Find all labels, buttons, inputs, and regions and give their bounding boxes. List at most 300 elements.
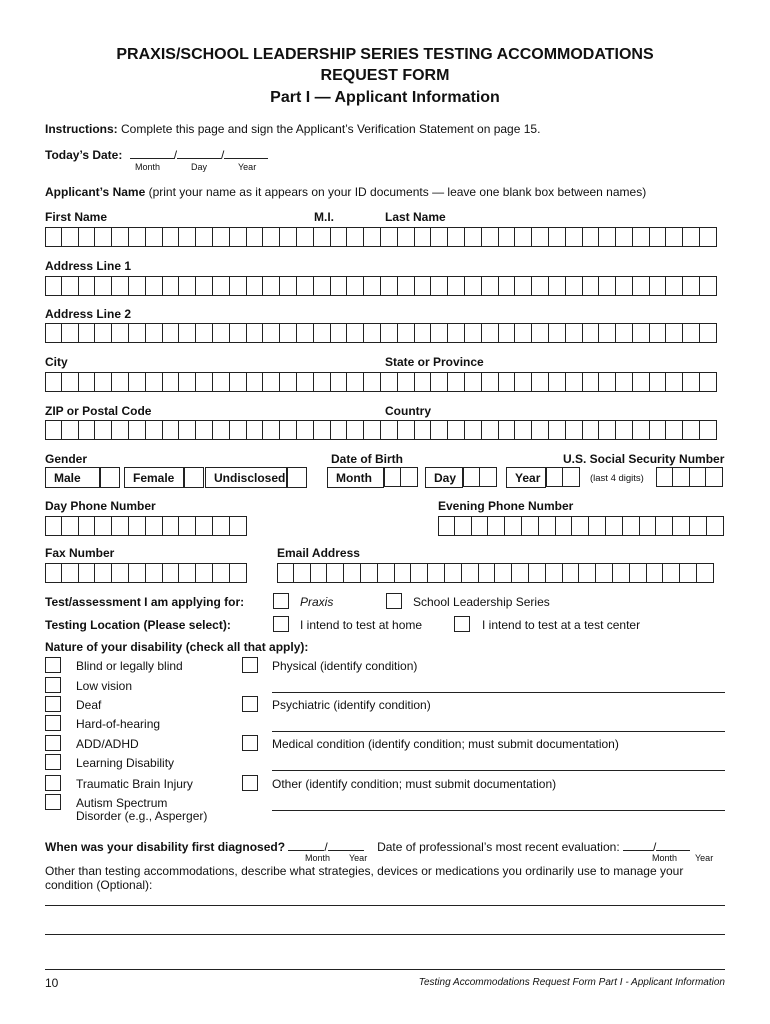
- char-box[interactable]: [179, 420, 196, 440]
- char-box[interactable]: [361, 563, 378, 583]
- char-box[interactable]: [566, 227, 583, 247]
- char-box[interactable]: [213, 516, 230, 536]
- char-box[interactable]: [572, 516, 589, 536]
- char-box[interactable]: [650, 420, 667, 440]
- char-box[interactable]: [163, 323, 180, 343]
- char-box[interactable]: [633, 323, 650, 343]
- char-box[interactable]: [62, 227, 79, 247]
- char-box[interactable]: [448, 372, 465, 392]
- char-box[interactable]: [566, 323, 583, 343]
- char-box[interactable]: [647, 563, 664, 583]
- char-box[interactable]: [95, 276, 112, 296]
- char-box[interactable]: [445, 563, 462, 583]
- char-box[interactable]: [112, 563, 129, 583]
- char-box[interactable]: [364, 420, 381, 440]
- char-box[interactable]: [448, 420, 465, 440]
- char-box[interactable]: [95, 323, 112, 343]
- char-box[interactable]: [428, 563, 445, 583]
- char-box[interactable]: [163, 276, 180, 296]
- char-box[interactable]: [364, 276, 381, 296]
- char-box[interactable]: [45, 227, 62, 247]
- char-box[interactable]: [331, 372, 348, 392]
- char-box[interactable]: [179, 323, 196, 343]
- char-box[interactable]: [583, 323, 600, 343]
- char-box[interactable]: [129, 276, 146, 296]
- char-box[interactable]: [331, 276, 348, 296]
- char-box[interactable]: [616, 372, 633, 392]
- char-box[interactable]: [280, 420, 297, 440]
- char-box[interactable]: [79, 372, 96, 392]
- evening-phone-boxes[interactable]: [438, 516, 724, 536]
- char-box[interactable]: [549, 227, 566, 247]
- char-box[interactable]: [331, 420, 348, 440]
- char-box[interactable]: [79, 323, 96, 343]
- char-box[interactable]: [129, 563, 146, 583]
- char-box[interactable]: [230, 227, 247, 247]
- strategies-answer-line-2[interactable]: [45, 934, 725, 935]
- char-box[interactable]: [112, 372, 129, 392]
- char-box[interactable]: [596, 563, 613, 583]
- char-box[interactable]: [247, 227, 264, 247]
- char-box[interactable]: [95, 516, 112, 536]
- char-box[interactable]: [700, 372, 717, 392]
- char-box[interactable]: [378, 563, 395, 583]
- address2-boxes[interactable]: [45, 323, 717, 343]
- char-box[interactable]: [448, 323, 465, 343]
- dob-year-boxes[interactable]: [546, 467, 580, 487]
- location-home-checkbox[interactable]: [273, 616, 289, 632]
- char-box[interactable]: [347, 372, 364, 392]
- char-box[interactable]: [606, 516, 623, 536]
- char-box[interactable]: [515, 372, 532, 392]
- char-box[interactable]: [163, 516, 180, 536]
- char-box[interactable]: [263, 323, 280, 343]
- char-box[interactable]: [297, 323, 314, 343]
- char-box[interactable]: [163, 563, 180, 583]
- char-box[interactable]: [297, 420, 314, 440]
- char-box[interactable]: [95, 563, 112, 583]
- char-box[interactable]: [633, 420, 650, 440]
- char-box[interactable]: [633, 372, 650, 392]
- char-box[interactable]: [381, 276, 398, 296]
- char-box[interactable]: [666, 420, 683, 440]
- char-box[interactable]: [666, 276, 683, 296]
- char-box[interactable]: [62, 420, 79, 440]
- char-box[interactable]: [327, 563, 344, 583]
- email-boxes[interactable]: [277, 563, 714, 583]
- char-box[interactable]: [465, 420, 482, 440]
- strategies-answer-line-1[interactable]: [45, 905, 725, 906]
- char-box[interactable]: [700, 323, 717, 343]
- char-box[interactable]: [529, 563, 546, 583]
- disability-adhd-checkbox[interactable]: [45, 735, 61, 751]
- char-box[interactable]: [415, 372, 432, 392]
- char-box[interactable]: [583, 227, 600, 247]
- char-box[interactable]: [45, 516, 62, 536]
- char-box[interactable]: [415, 323, 432, 343]
- char-box[interactable]: [196, 563, 213, 583]
- char-box[interactable]: [213, 420, 230, 440]
- eval-month-field[interactable]: [623, 838, 653, 851]
- char-box[interactable]: [613, 563, 630, 583]
- char-box[interactable]: [146, 420, 163, 440]
- char-box[interactable]: [549, 276, 566, 296]
- char-box[interactable]: [146, 516, 163, 536]
- char-box[interactable]: [495, 563, 512, 583]
- todays-date-day-field[interactable]: [177, 146, 221, 159]
- char-box[interactable]: [196, 516, 213, 536]
- day-phone-boxes[interactable]: [45, 516, 247, 536]
- char-box[interactable]: [633, 276, 650, 296]
- char-box[interactable]: [616, 420, 633, 440]
- char-box[interactable]: [112, 323, 129, 343]
- char-box[interactable]: [448, 227, 465, 247]
- char-box[interactable]: [112, 276, 129, 296]
- disability-deaf-checkbox[interactable]: [45, 696, 61, 712]
- char-box[interactable]: [515, 276, 532, 296]
- char-box[interactable]: [488, 516, 505, 536]
- char-box[interactable]: [146, 227, 163, 247]
- char-box[interactable]: [179, 563, 196, 583]
- char-box[interactable]: [129, 227, 146, 247]
- eval-year-field[interactable]: [656, 838, 690, 851]
- char-box[interactable]: [280, 372, 297, 392]
- char-box[interactable]: [347, 227, 364, 247]
- char-box[interactable]: [263, 372, 280, 392]
- char-box[interactable]: [45, 323, 62, 343]
- char-box[interactable]: [683, 227, 700, 247]
- char-box[interactable]: [146, 276, 163, 296]
- char-box[interactable]: [563, 563, 580, 583]
- dob-month-boxes[interactable]: [384, 467, 418, 487]
- char-box[interactable]: [465, 372, 482, 392]
- char-box[interactable]: [556, 516, 573, 536]
- location-center-checkbox[interactable]: [454, 616, 470, 632]
- char-box[interactable]: [213, 323, 230, 343]
- disability-ld-checkbox[interactable]: [45, 754, 61, 770]
- char-box[interactable]: [45, 420, 62, 440]
- char-box[interactable]: [472, 516, 489, 536]
- char-box[interactable]: [431, 276, 448, 296]
- char-box[interactable]: [482, 372, 499, 392]
- char-box[interactable]: [599, 372, 616, 392]
- char-box[interactable]: [700, 420, 717, 440]
- char-box[interactable]: [213, 227, 230, 247]
- char-box[interactable]: [673, 516, 690, 536]
- char-box[interactable]: [95, 372, 112, 392]
- char-box[interactable]: [230, 372, 247, 392]
- char-box[interactable]: [697, 563, 714, 583]
- char-box[interactable]: [656, 467, 673, 487]
- char-box[interactable]: [431, 323, 448, 343]
- char-box[interactable]: [479, 563, 496, 583]
- disability-blind-checkbox[interactable]: [45, 657, 61, 673]
- char-box[interactable]: [415, 420, 432, 440]
- char-box[interactable]: [666, 227, 683, 247]
- char-box[interactable]: [398, 323, 415, 343]
- char-box[interactable]: [112, 516, 129, 536]
- char-box[interactable]: [62, 516, 79, 536]
- gender-male-checkbox[interactable]: [100, 467, 120, 488]
- char-box[interactable]: [381, 372, 398, 392]
- char-box[interactable]: [640, 516, 657, 536]
- char-box[interactable]: [465, 323, 482, 343]
- char-box[interactable]: [566, 372, 583, 392]
- char-box[interactable]: [616, 276, 633, 296]
- char-box[interactable]: [448, 276, 465, 296]
- char-box[interactable]: [381, 323, 398, 343]
- char-box[interactable]: [263, 227, 280, 247]
- char-box[interactable]: [415, 276, 432, 296]
- char-box[interactable]: [539, 516, 556, 536]
- char-box[interactable]: [663, 563, 680, 583]
- char-box[interactable]: [45, 276, 62, 296]
- char-box[interactable]: [512, 563, 529, 583]
- char-box[interactable]: [331, 323, 348, 343]
- char-box[interactable]: [311, 563, 328, 583]
- char-box[interactable]: [666, 372, 683, 392]
- char-box[interactable]: [45, 372, 62, 392]
- char-box[interactable]: [616, 323, 633, 343]
- char-box[interactable]: [462, 563, 479, 583]
- char-box[interactable]: [146, 323, 163, 343]
- char-box[interactable]: [247, 276, 264, 296]
- char-box[interactable]: [566, 420, 583, 440]
- char-box[interactable]: [499, 420, 516, 440]
- char-box[interactable]: [411, 563, 428, 583]
- char-box[interactable]: [344, 563, 361, 583]
- char-box[interactable]: [347, 276, 364, 296]
- medical-condition-line[interactable]: [272, 770, 725, 771]
- char-box[interactable]: [482, 276, 499, 296]
- char-box[interactable]: [583, 276, 600, 296]
- char-box[interactable]: [532, 227, 549, 247]
- char-box[interactable]: [398, 276, 415, 296]
- gender-undisclosed-option[interactable]: Undisclosed: [205, 467, 287, 488]
- char-box[interactable]: [465, 227, 482, 247]
- char-box[interactable]: [196, 227, 213, 247]
- char-box[interactable]: [579, 563, 596, 583]
- char-box[interactable]: [213, 276, 230, 296]
- char-box[interactable]: [79, 563, 96, 583]
- char-box[interactable]: [62, 563, 79, 583]
- char-box[interactable]: [196, 372, 213, 392]
- char-box[interactable]: [297, 372, 314, 392]
- char-box[interactable]: [230, 420, 247, 440]
- char-box[interactable]: [683, 323, 700, 343]
- char-box[interactable]: [599, 276, 616, 296]
- char-box[interactable]: [95, 227, 112, 247]
- char-box[interactable]: [465, 276, 482, 296]
- char-box[interactable]: [683, 276, 700, 296]
- char-box[interactable]: [515, 420, 532, 440]
- test-sls-checkbox[interactable]: [386, 593, 402, 609]
- char-box[interactable]: [395, 563, 412, 583]
- char-box[interactable]: [700, 227, 717, 247]
- char-box[interactable]: [280, 276, 297, 296]
- char-box[interactable]: [280, 227, 297, 247]
- char-box[interactable]: [129, 323, 146, 343]
- char-box[interactable]: [499, 372, 516, 392]
- char-box[interactable]: [364, 323, 381, 343]
- char-box[interactable]: [566, 276, 583, 296]
- char-box[interactable]: [364, 372, 381, 392]
- char-box[interactable]: [650, 276, 667, 296]
- char-box[interactable]: [247, 420, 264, 440]
- char-box[interactable]: [673, 467, 690, 487]
- disability-physical-checkbox[interactable]: [242, 657, 258, 673]
- todays-date-month-field[interactable]: [130, 146, 174, 159]
- char-box[interactable]: [381, 227, 398, 247]
- char-box[interactable]: [347, 323, 364, 343]
- char-box[interactable]: [546, 563, 563, 583]
- char-box[interactable]: [599, 323, 616, 343]
- char-box[interactable]: [431, 227, 448, 247]
- char-box[interactable]: [112, 420, 129, 440]
- char-box[interactable]: [480, 467, 497, 487]
- char-box[interactable]: [347, 420, 364, 440]
- disability-low-vision-checkbox[interactable]: [45, 677, 61, 693]
- char-box[interactable]: [515, 227, 532, 247]
- char-box[interactable]: [599, 420, 616, 440]
- char-box[interactable]: [532, 276, 549, 296]
- char-box[interactable]: [179, 227, 196, 247]
- char-box[interactable]: [683, 420, 700, 440]
- char-box[interactable]: [230, 563, 247, 583]
- char-box[interactable]: [583, 372, 600, 392]
- gender-undisclosed-checkbox[interactable]: [287, 467, 307, 488]
- char-box[interactable]: [213, 563, 230, 583]
- char-box[interactable]: [515, 323, 532, 343]
- char-box[interactable]: [146, 563, 163, 583]
- char-box[interactable]: [112, 227, 129, 247]
- char-box[interactable]: [532, 372, 549, 392]
- address1-boxes[interactable]: [45, 276, 717, 296]
- char-box[interactable]: [616, 227, 633, 247]
- char-box[interactable]: [706, 467, 723, 487]
- physical-condition-line[interactable]: [272, 692, 725, 693]
- char-box[interactable]: [683, 372, 700, 392]
- char-box[interactable]: [95, 420, 112, 440]
- char-box[interactable]: [297, 276, 314, 296]
- char-box[interactable]: [163, 227, 180, 247]
- char-box[interactable]: [247, 372, 264, 392]
- char-box[interactable]: [455, 516, 472, 536]
- disability-autism-checkbox[interactable]: [45, 794, 61, 810]
- char-box[interactable]: [431, 420, 448, 440]
- char-box[interactable]: [499, 323, 516, 343]
- char-box[interactable]: [499, 276, 516, 296]
- char-box[interactable]: [79, 420, 96, 440]
- char-box[interactable]: [549, 372, 566, 392]
- char-box[interactable]: [230, 516, 247, 536]
- char-box[interactable]: [45, 563, 62, 583]
- char-box[interactable]: [650, 372, 667, 392]
- disability-medical-checkbox[interactable]: [242, 735, 258, 751]
- disability-other-checkbox[interactable]: [242, 775, 258, 791]
- char-box[interactable]: [263, 276, 280, 296]
- char-box[interactable]: [280, 323, 297, 343]
- char-box[interactable]: [630, 563, 647, 583]
- psychiatric-condition-line[interactable]: [272, 731, 725, 732]
- char-box[interactable]: [314, 420, 331, 440]
- char-box[interactable]: [633, 227, 650, 247]
- disability-psychiatric-checkbox[interactable]: [242, 696, 258, 712]
- other-condition-line[interactable]: [272, 810, 725, 811]
- char-box[interactable]: [314, 323, 331, 343]
- char-box[interactable]: [263, 420, 280, 440]
- char-box[interactable]: [129, 372, 146, 392]
- char-box[interactable]: [623, 516, 640, 536]
- char-box[interactable]: [62, 372, 79, 392]
- city-state-boxes[interactable]: [45, 372, 717, 392]
- char-box[interactable]: [398, 227, 415, 247]
- disability-tbi-checkbox[interactable]: [45, 775, 61, 791]
- char-box[interactable]: [230, 323, 247, 343]
- char-box[interactable]: [690, 467, 707, 487]
- char-box[interactable]: [384, 467, 401, 487]
- char-box[interactable]: [650, 323, 667, 343]
- char-box[interactable]: [499, 227, 516, 247]
- char-box[interactable]: [196, 276, 213, 296]
- char-box[interactable]: [532, 420, 549, 440]
- char-box[interactable]: [146, 372, 163, 392]
- char-box[interactable]: [294, 563, 311, 583]
- char-box[interactable]: [563, 467, 580, 487]
- char-box[interactable]: [79, 227, 96, 247]
- char-box[interactable]: [314, 227, 331, 247]
- char-box[interactable]: [79, 276, 96, 296]
- char-box[interactable]: [398, 420, 415, 440]
- char-box[interactable]: [62, 276, 79, 296]
- diagnosis-month-field[interactable]: [288, 838, 324, 851]
- char-box[interactable]: [532, 323, 549, 343]
- char-box[interactable]: [707, 516, 724, 536]
- char-box[interactable]: [247, 323, 264, 343]
- char-box[interactable]: [179, 516, 196, 536]
- char-box[interactable]: [163, 420, 180, 440]
- char-box[interactable]: [398, 372, 415, 392]
- char-box[interactable]: [163, 372, 180, 392]
- char-box[interactable]: [79, 516, 96, 536]
- gender-male-option[interactable]: Male: [45, 467, 100, 488]
- char-box[interactable]: [650, 227, 667, 247]
- char-box[interactable]: [230, 276, 247, 296]
- char-box[interactable]: [179, 276, 196, 296]
- dob-day-boxes[interactable]: [463, 467, 497, 487]
- char-box[interactable]: [546, 467, 563, 487]
- char-box[interactable]: [482, 323, 499, 343]
- char-box[interactable]: [331, 227, 348, 247]
- char-box[interactable]: [690, 516, 707, 536]
- char-box[interactable]: [522, 516, 539, 536]
- char-box[interactable]: [549, 323, 566, 343]
- char-box[interactable]: [129, 516, 146, 536]
- char-box[interactable]: [297, 227, 314, 247]
- char-box[interactable]: [656, 516, 673, 536]
- char-box[interactable]: [680, 563, 697, 583]
- char-box[interactable]: [179, 372, 196, 392]
- char-box[interactable]: [314, 372, 331, 392]
- char-box[interactable]: [314, 276, 331, 296]
- zip-country-boxes[interactable]: [45, 420, 717, 440]
- gender-female-option[interactable]: Female: [124, 467, 184, 488]
- diagnosis-year-field[interactable]: [328, 838, 364, 851]
- char-box[interactable]: [364, 227, 381, 247]
- char-box[interactable]: [438, 516, 455, 536]
- char-box[interactable]: [381, 420, 398, 440]
- char-box[interactable]: [415, 227, 432, 247]
